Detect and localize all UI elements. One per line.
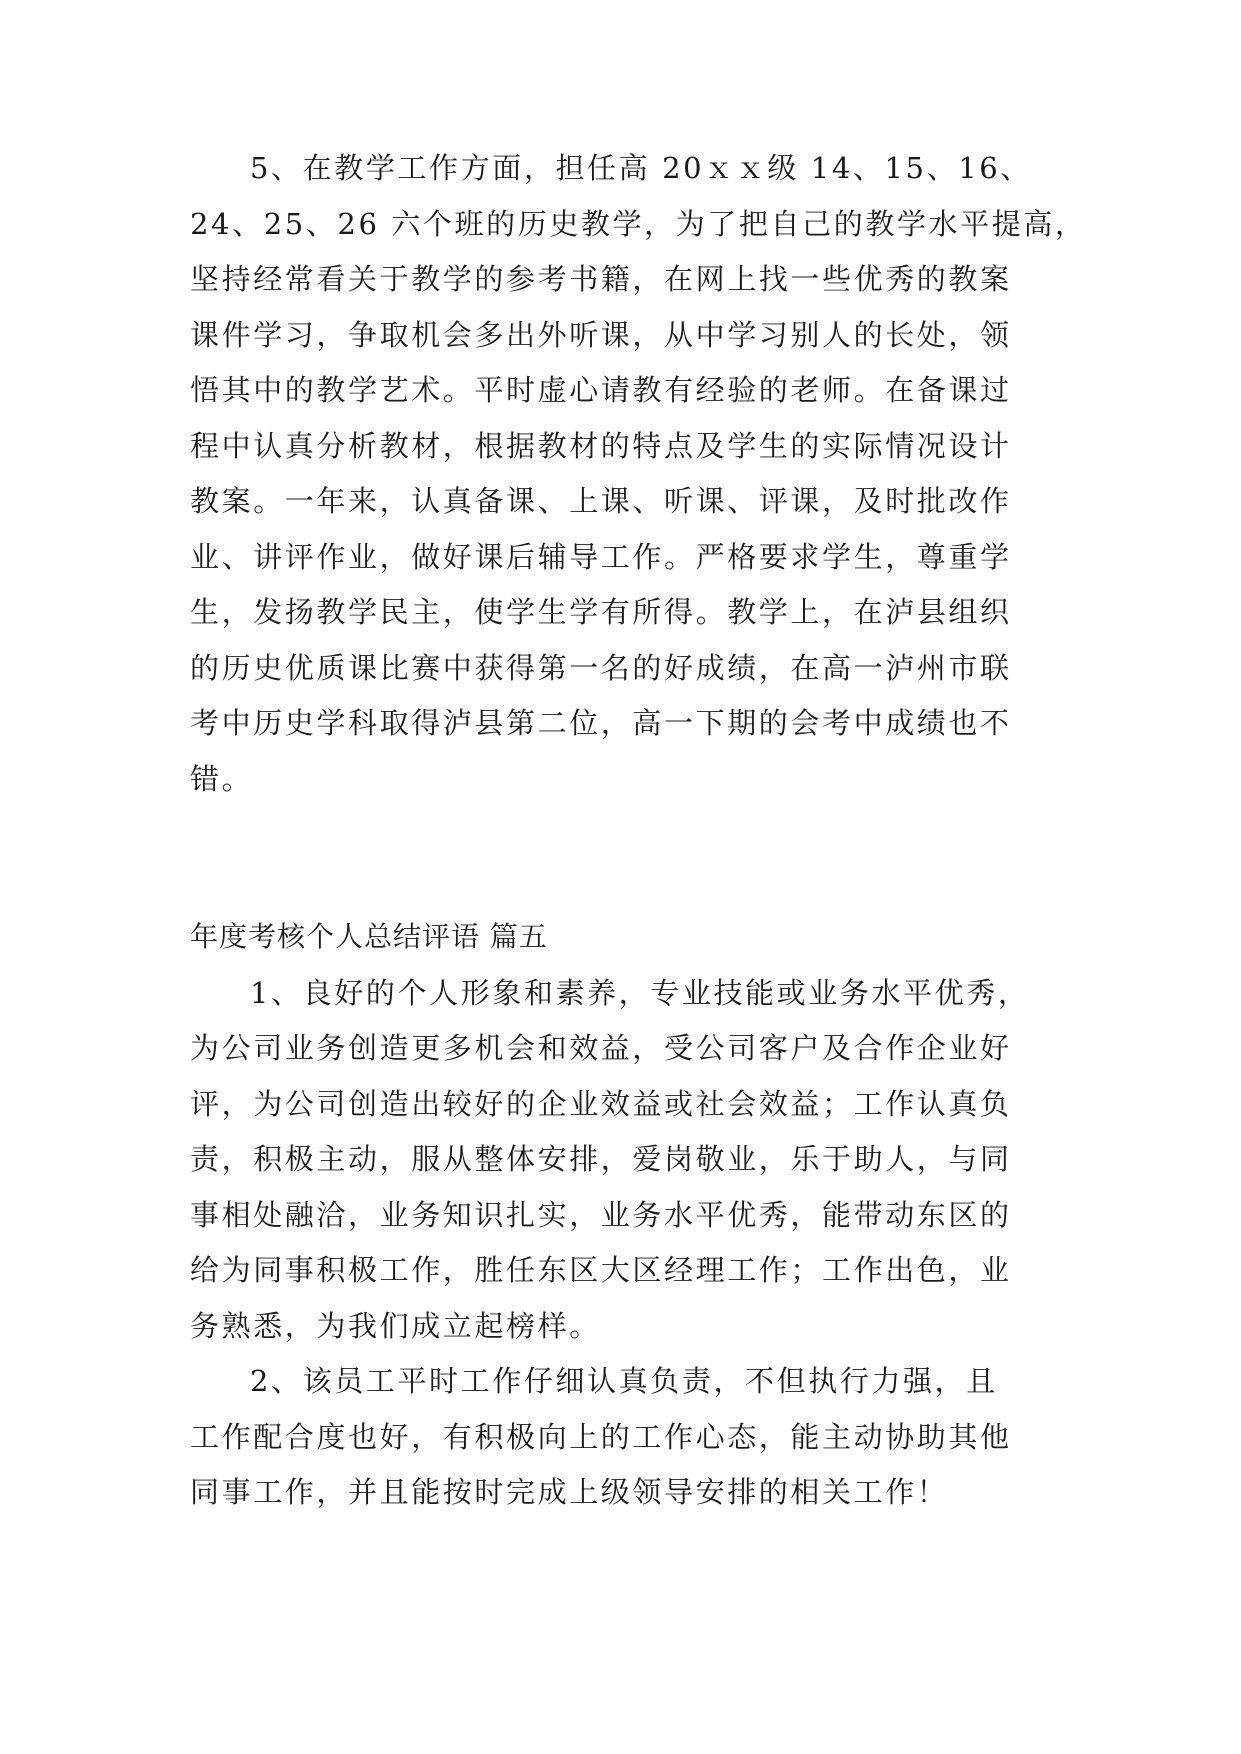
paragraph-line: 2、该员工平时工作仔细认真负责，不但执行力强，且	[250, 1364, 998, 1398]
paragraph-line: 务熟悉，为我们成立起榜样。	[190, 1309, 601, 1343]
paragraph-line: 教案。一年来，认真备课、上课、听课、评课，及时批改作	[190, 484, 1012, 518]
paragraph-line: 错。	[190, 762, 254, 796]
paragraph-line: 评，为公司创造出较好的企业效益或社会效益；工作认真负	[190, 1087, 1012, 1121]
paragraph-line: 悟其中的教学艺术。平时虚心请教有经验的老师。在备课过	[190, 373, 1012, 407]
paragraph-line: 为公司业务创造更多机会和效益，受公司客户及合作企业好	[190, 1031, 1012, 1065]
paragraph-line: 5、在教学工作方面，担任高 20ｘｘ级 14、15、16、	[250, 151, 1032, 185]
paragraph-line: 业、讲评作业，做好课后辅导工作。严格要求学生，尊重学	[190, 540, 1012, 574]
paragraph-line: 课件学习，争取机会多出外听课，从中学习别人的长处，领	[190, 318, 1012, 352]
paragraph-line: 24、25、26 六个班的历史教学，为了把自己的教学水平提高，	[190, 207, 1087, 241]
paragraph-line: 程中认真分析教材，根据教材的特点及学生的实际情况设计	[190, 429, 1012, 463]
paragraph-line: 1、良好的个人形象和素养，专业技能或业务水平优秀，	[250, 976, 1030, 1010]
paragraph-line: 生，发扬教学民主，使学生学有所得。教学上，在泸县组织	[190, 595, 1012, 629]
paragraph-line: 事相处融洽，业务知识扎实，业务水平优秀，能带动东区的	[190, 1198, 1012, 1232]
section-heading: 年度考核个人总结评语 篇五	[190, 920, 548, 953]
paragraph-line: 考中历史学科取得泸县第二位，高一下期的会考中成绩也不	[190, 706, 1012, 740]
paragraph-line: 的历史优质课比赛中获得第一名的好成绩，在高一泸州市联	[190, 651, 1012, 685]
paragraph-line: 工作配合度也好，有积极向上的工作心态，能主动协助其他	[190, 1420, 1012, 1454]
paragraph-line: 坚持经常看关于教学的参考书籍，在网上找一些优秀的教案	[190, 262, 1012, 296]
paragraph-line: 给为同事积极工作，胜任东区大区经理工作；工作出色，业	[190, 1253, 1012, 1287]
paragraph-line: 同事工作，并且能按时完成上级领导安排的相关工作！	[190, 1475, 949, 1509]
paragraph-line: 责，积极主动，服从整体安排，爱岗敬业，乐于助人，与同	[190, 1142, 1012, 1176]
